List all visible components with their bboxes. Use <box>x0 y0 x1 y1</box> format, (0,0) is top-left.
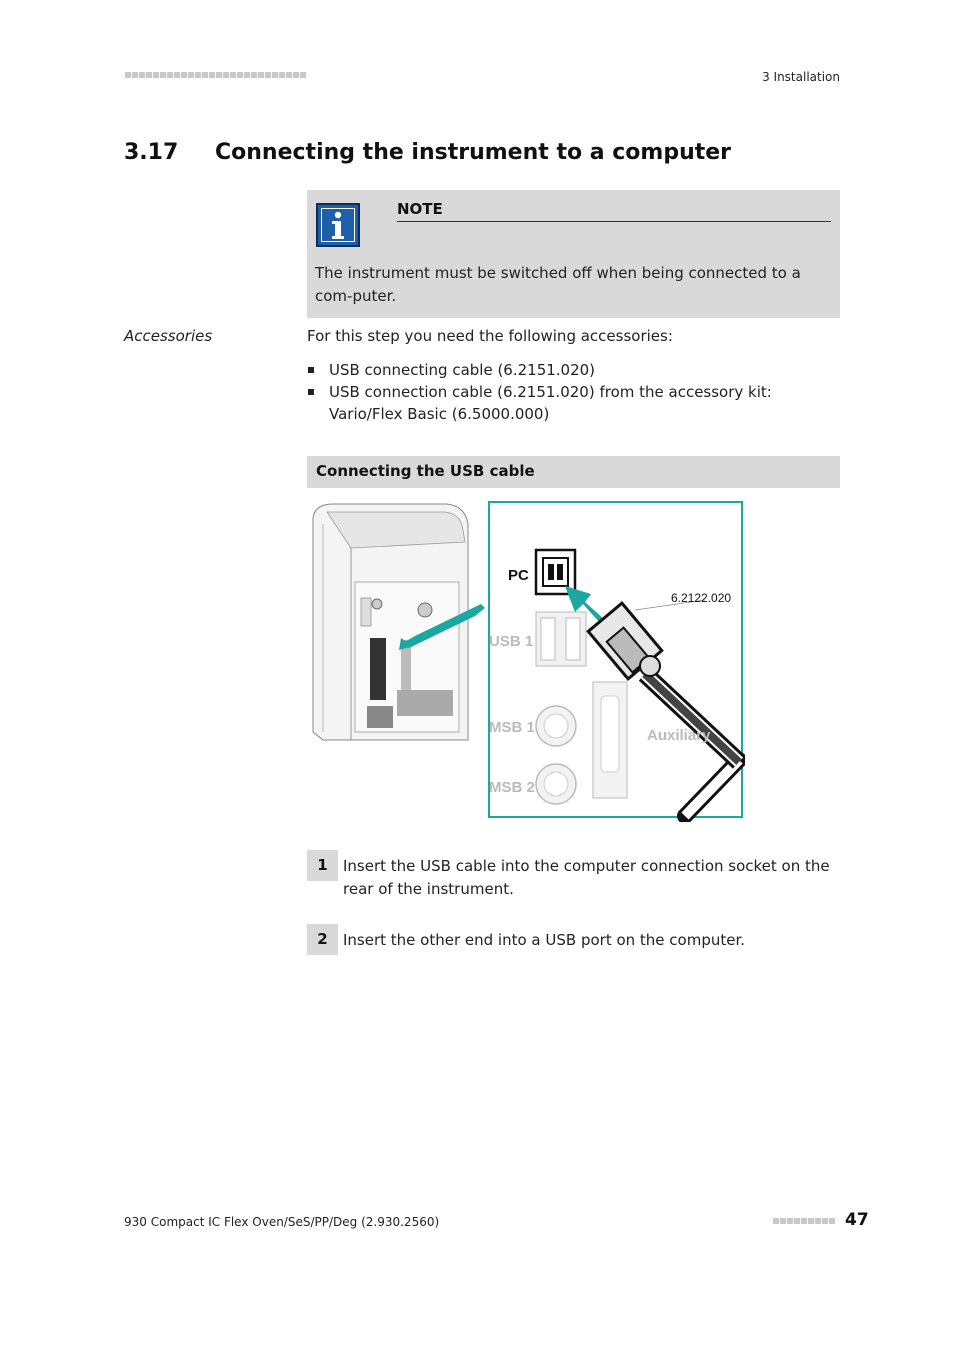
part-number-label: 6.2122.020 <box>671 591 732 605</box>
note-text: The instrument must be switched off when being connected to a com-puter. <box>315 264 801 305</box>
page-title <box>124 140 731 165</box>
header-decoration <box>125 72 306 78</box>
accessories-list <box>307 359 840 425</box>
step-number: 2 <box>307 924 338 955</box>
step-text: Insert the USB cable into the computer connection socket on the rear of the instrument. <box>343 857 830 898</box>
note-box <box>307 190 840 318</box>
instrument-illustration <box>305 500 745 822</box>
info-icon <box>316 203 360 247</box>
port-label-msb2: MSB 2 <box>489 779 535 796</box>
accessories-intro: For this step you need the following accessories: <box>307 327 673 345</box>
section-title: Connecting the instrument to a computer <box>215 140 732 165</box>
step-text: Insert the other end into a USB port on the computer. <box>343 931 746 949</box>
pc-label: PC <box>508 567 529 584</box>
port-label-msb1: MSB 1 <box>489 719 535 736</box>
section-bar <box>307 456 840 488</box>
usb-connection-figure <box>305 500 745 822</box>
list-item: USB connection cable (6.2151.020) from the accessory kit: Vario/Flex Basic (6.5000.000) <box>307 381 840 425</box>
step-number: 1 <box>307 850 338 881</box>
port-label-auxiliary: Auxiliary <box>647 727 711 744</box>
header-section: 3 Installation <box>762 70 840 84</box>
list-item: USB connecting cable (6.2151.020) <box>307 359 840 381</box>
section-heading: Connecting the USB cable <box>316 462 535 480</box>
step-1 <box>307 850 840 910</box>
page-number: 47 <box>845 1210 869 1230</box>
footer-document-title: 930 Compact IC Flex Oven/SeS/PP/Deg (2.930.2560) <box>124 1215 440 1229</box>
footer-decoration <box>773 1218 835 1224</box>
step-2 <box>307 924 840 958</box>
section-number: 3.17 <box>124 140 179 165</box>
note-title: NOTE <box>397 200 831 222</box>
accessories-label: Accessories <box>124 327 213 345</box>
port-label-usb1: USB 1 <box>489 633 534 650</box>
